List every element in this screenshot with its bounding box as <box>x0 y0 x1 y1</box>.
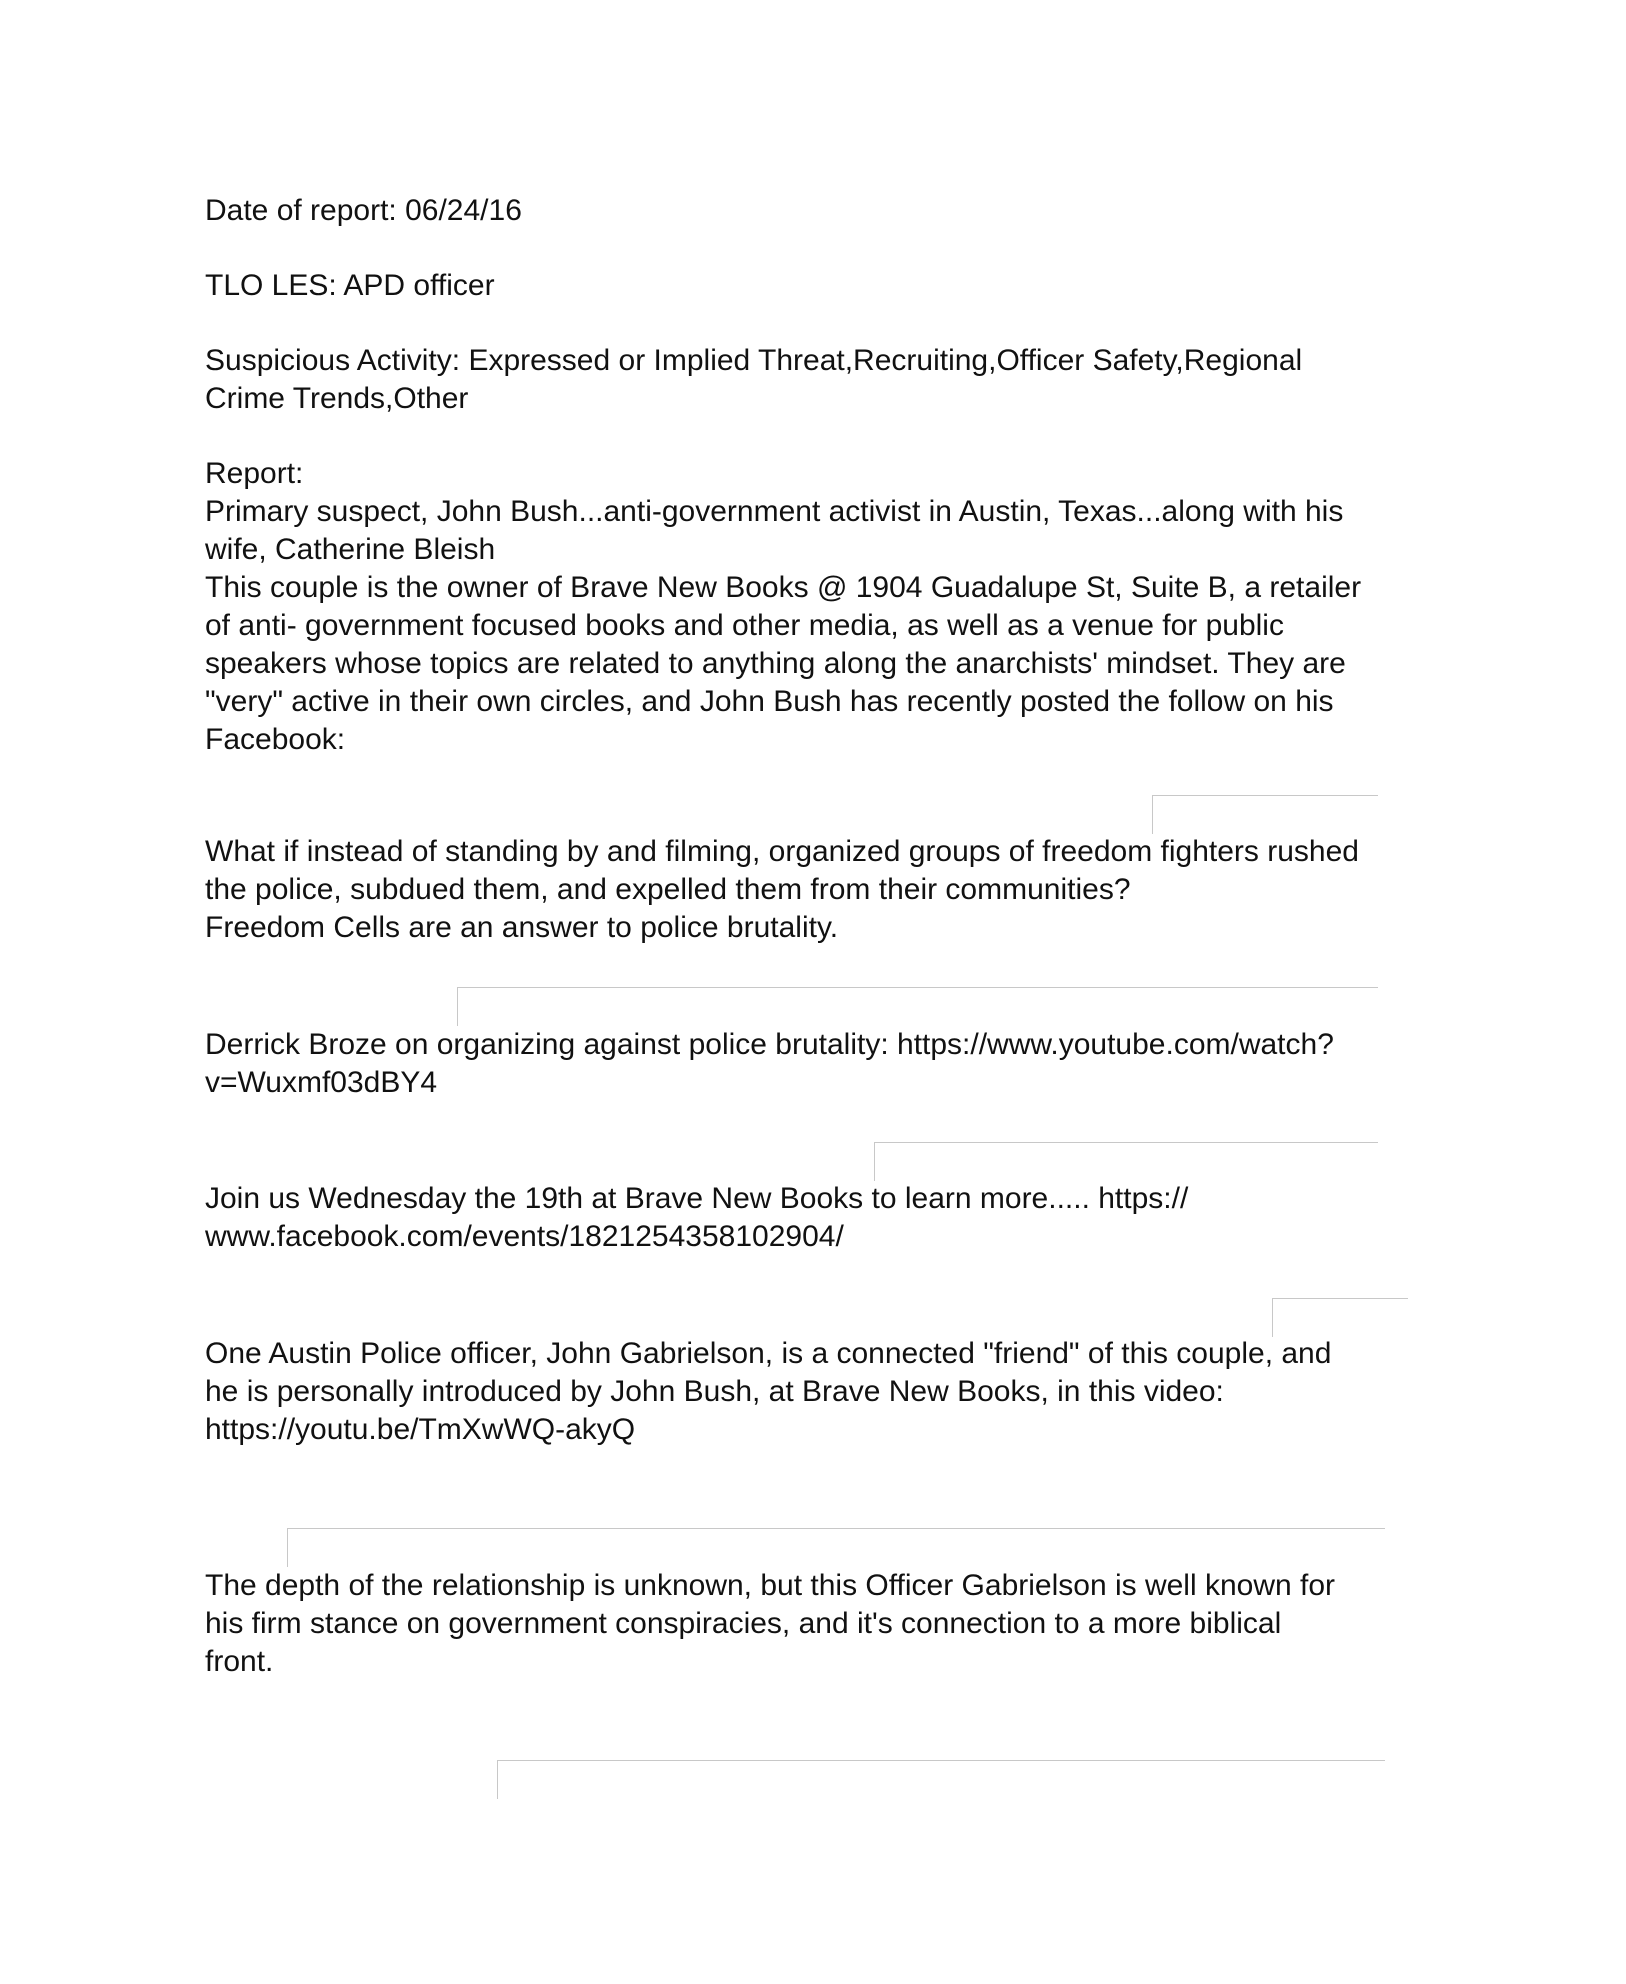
quote-divider <box>497 1760 1385 1799</box>
closing-paragraph <box>205 1567 1455 1681</box>
quoted-post-line: v=Wuxmf03dBY4 <box>205 1066 438 1099</box>
tlo-les-text: TLO LES: APD officer <box>205 269 495 302</box>
quoted-post-line: the police, subdued them, and expelled them from their communities? <box>205 873 1131 906</box>
quoted-post-1 <box>205 833 1455 947</box>
quote-divider <box>457 987 1378 1026</box>
report-body-line: Facebook: <box>205 723 346 756</box>
quote-divider <box>287 1528 1385 1567</box>
report-body-line: of anti- government focused books and other media, as well as a venue for public <box>205 609 1284 642</box>
report-body-line: Primary suspect, John Bush...anti-government activist in Austin, Texas...along with his <box>205 495 1344 528</box>
report-body-line: This couple is the owner of Brave New Books @ 1904 Guadalupe St, Suite B, a retailer <box>205 571 1362 604</box>
quote-divider <box>1272 1298 1408 1337</box>
quoted-post-3 <box>205 1180 1455 1256</box>
quote-divider <box>1152 795 1378 834</box>
quoted-post-2 <box>205 1026 1455 1102</box>
report-label: Report: <box>205 457 304 490</box>
report-body <box>205 455 1455 759</box>
quoted-post-line: Freedom Cells are an answer to police brutality. <box>205 911 839 944</box>
report-body-line: speakers whose topics are related to anything along the anarchists' mindset. They are <box>205 647 1346 680</box>
quote-divider <box>874 1142 1378 1181</box>
closing-paragraph-line: front. <box>205 1645 274 1678</box>
report-body-line: "very" active in their own circles, and John Bush has recently posted the follow on his <box>205 685 1334 718</box>
closing-paragraph-line: The depth of the relationship is unknown, but this Officer Gabrielson is well known for <box>205 1569 1336 1602</box>
closing-paragraph-line: his firm stance on government conspiracies, and it's connection to a more biblical <box>205 1607 1282 1640</box>
quoted-post-line: www.facebook.com/events/1821254358102904/ <box>205 1220 844 1253</box>
officer-paragraph-line: https://youtu.be/TmXwWQ-akyQ <box>205 1413 636 1446</box>
report-body-line: wife, Catherine Bleish <box>205 533 496 566</box>
officer-paragraph-line: One Austin Police officer, John Gabrielson, is a connected "friend" of this couple, and <box>205 1337 1332 1370</box>
officer-paragraph-line: he is personally introduced by John Bush, at Brave New Books, in this video: <box>205 1375 1224 1408</box>
report-date <box>205 192 1455 230</box>
report-date-text: Date of report: 06/24/16 <box>205 194 522 227</box>
quoted-post-line: Join us Wednesday the 19th at Brave New Books to learn more..... https:// <box>205 1182 1189 1215</box>
suspicious-activity-line: Crime Trends,Other <box>205 382 469 415</box>
quoted-post-line: What if instead of standing by and filming, organized groups of freedom fighters rushed <box>205 835 1359 868</box>
quoted-post-line: Derrick Broze on organizing against police brutality: https://www.youtube.com/watch? <box>205 1028 1334 1061</box>
suspicious-activity <box>205 342 1455 418</box>
officer-paragraph <box>205 1335 1455 1449</box>
tlo-les <box>205 267 1455 305</box>
suspicious-activity-line: Suspicious Activity: Expressed or Implied Threat,Recruiting,Officer Safety,Regional <box>205 344 1303 377</box>
